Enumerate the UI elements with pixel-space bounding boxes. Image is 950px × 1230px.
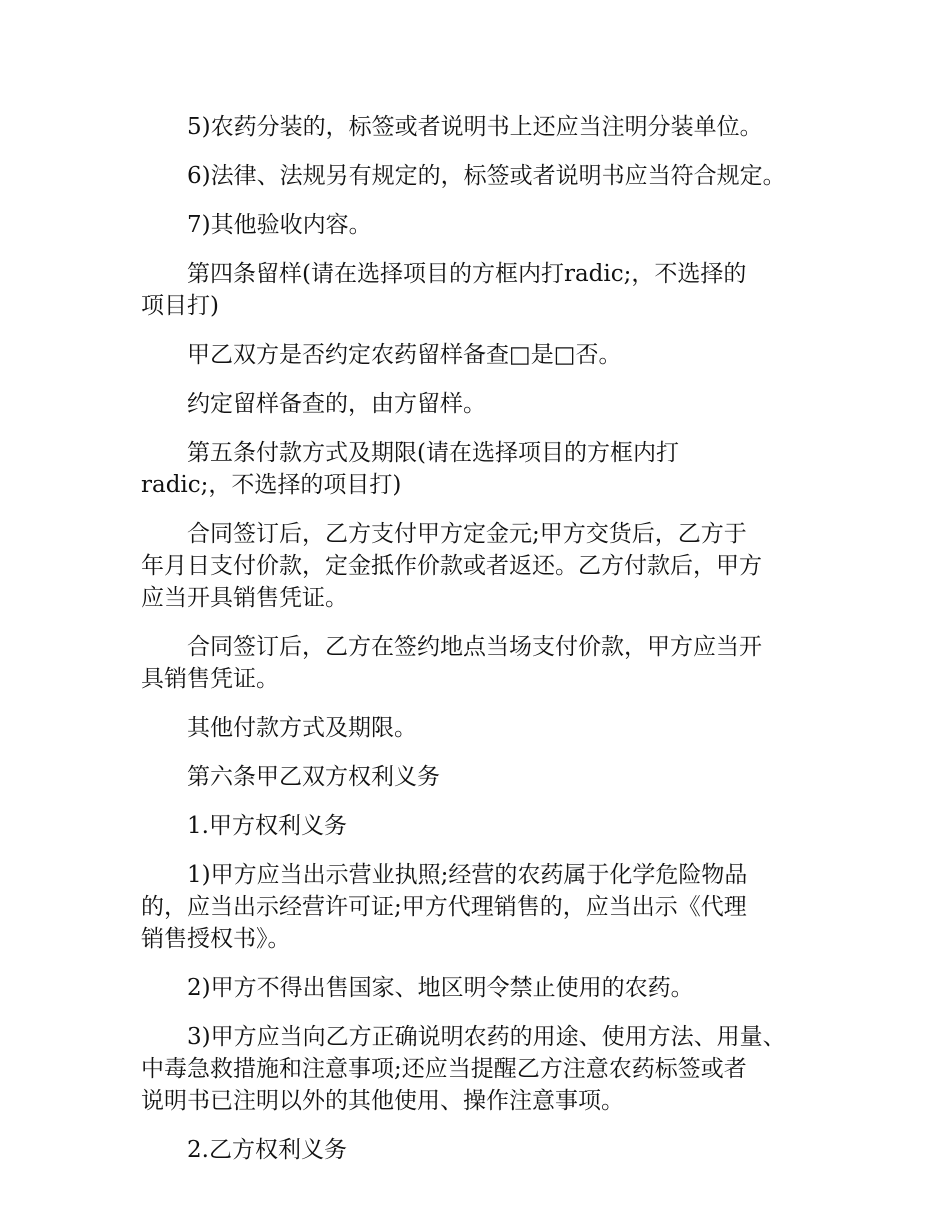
text-line: 项目打)	[141, 293, 219, 319]
document-body	[141, 111, 821, 1183]
text-line: 3)甲方应当向乙方正确说明农药的用途、使用方法、用量、	[187, 1024, 786, 1050]
text-line: 2.乙方权利义务	[187, 1137, 347, 1163]
paragraph	[141, 339, 821, 371]
section-heading-article-5	[141, 437, 821, 501]
paragraph	[141, 518, 821, 614]
text-line: 约定留样备查的，由方留样。	[187, 391, 486, 417]
text-line: 的，应当出示经营许可证;甲方代理销售的，应当出示《代理	[141, 894, 747, 920]
text-line: 2)甲方不得出售国家、地区明令禁止使用的农药。	[187, 975, 694, 1001]
text-line: 年月日支付价款，定金抵作价款或者返还。乙方付款后，甲方	[141, 553, 762, 579]
text-line: 7)其他验收内容。	[187, 212, 372, 238]
paragraph	[141, 712, 821, 744]
section-heading-article-4	[141, 258, 821, 322]
text-line: 1)甲方应当出示营业执照;经营的农药属于化学危险物品	[187, 862, 748, 888]
text-line: 第四条留样(请在选择项目的方框内打radic;，不选择的	[187, 261, 747, 287]
paragraph	[141, 1021, 821, 1117]
paragraph	[141, 111, 821, 143]
text-line: 甲乙双方是否约定农药留样备查□是□否。	[187, 342, 622, 368]
subsection-heading	[141, 810, 821, 842]
paragraph	[141, 859, 821, 955]
text-line: 第六条甲乙双方权利义务	[187, 764, 440, 790]
text-line: 1.甲方权利义务	[187, 813, 347, 839]
paragraph	[141, 631, 821, 695]
text-line: radic;，不选择的项目打)	[141, 472, 402, 498]
text-line: 说明书已注明以外的其他使用、操作注意事项。	[141, 1088, 624, 1114]
text-line: 应当开具销售凭证。	[141, 585, 348, 611]
text-line: 第五条付款方式及期限(请在选择项目的方框内打	[187, 440, 679, 466]
subsection-heading	[141, 1134, 821, 1166]
paragraph	[141, 388, 821, 420]
text-line: 合同签订后，乙方支付甲方定金元;甲方交货后，乙方于	[187, 521, 747, 547]
paragraph	[141, 972, 821, 1004]
text-line: 6)法律、法规另有规定的，标签或者说明书应当符合规定。	[187, 163, 786, 189]
text-line: 具销售凭证。	[141, 666, 279, 692]
paragraph	[141, 209, 821, 241]
text-line: 其他付款方式及期限。	[187, 715, 417, 741]
text-line: 销售授权书》。	[141, 926, 291, 952]
text-line: 中毒急救措施和注意事项;还应当提醒乙方注意农药标签或者	[141, 1056, 747, 1082]
text-line: 5)农药分装的，标签或者说明书上还应当注明分装单位。	[187, 114, 763, 140]
section-heading-article-6	[141, 761, 821, 793]
text-line: 合同签订后，乙方在签约地点当场支付价款，甲方应当开	[187, 634, 762, 660]
paragraph	[141, 160, 821, 192]
